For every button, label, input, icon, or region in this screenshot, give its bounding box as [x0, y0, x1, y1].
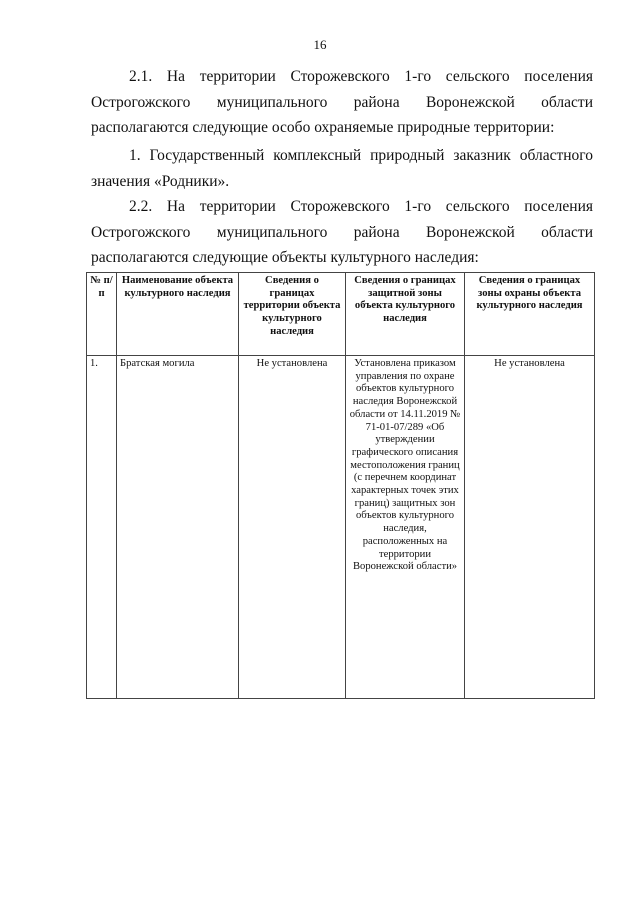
header-number: № п/п [87, 273, 117, 356]
cell-object-name: Братская могила [117, 356, 239, 699]
table-row [87, 356, 595, 699]
header-security-zone: Сведения о границах зоны охраны объекта культурного наследия [465, 273, 595, 356]
heritage-objects-table [86, 272, 595, 699]
table-header-row [87, 273, 595, 356]
cell-number: 1. [87, 356, 117, 699]
document-text [91, 194, 593, 271]
paragraph-protected-area: 1. Государственный комплексный природный заказник областного значения «Родники». [91, 147, 593, 190]
header-territory-boundaries: Сведения о границах территории объекта культурного наследия [239, 273, 346, 356]
document-text [91, 64, 593, 141]
header-object-name: Наименование объекта культурного наследия [117, 273, 239, 356]
document-text [91, 143, 593, 194]
paragraph-2-1: 2.1. На территории Сторожевского 1-го сельского поселения Острогожского муниципального района Воронежской области располагаются следующие особо охраняемые природные территории: [91, 68, 593, 136]
cell-territory-boundaries: Не установлена [239, 356, 346, 699]
header-protective-zone: Сведения о границах защитной зоны объекта культурного наследия [346, 273, 465, 356]
page-number: 16 [313, 37, 327, 52]
cell-security-zone: Не установлена [465, 356, 595, 699]
cell-protective-zone: Установлена приказом управления по охране объектов культурного наследия Воронежской области от 14.11.2019 № 71-01-07/289 «Об утверждении графического описания местоположения границ (с перечнем координат характерных точек этих границ) защитных зон объектов культурного наследия, расположенных на территории Воронежской области» [346, 356, 465, 699]
paragraph-2-2: 2.2. На территории Сторожевского 1-го сельского поселения Острогожского муниципального района Воронежской области располагаются следующие объекты культурного наследия: [91, 198, 593, 266]
